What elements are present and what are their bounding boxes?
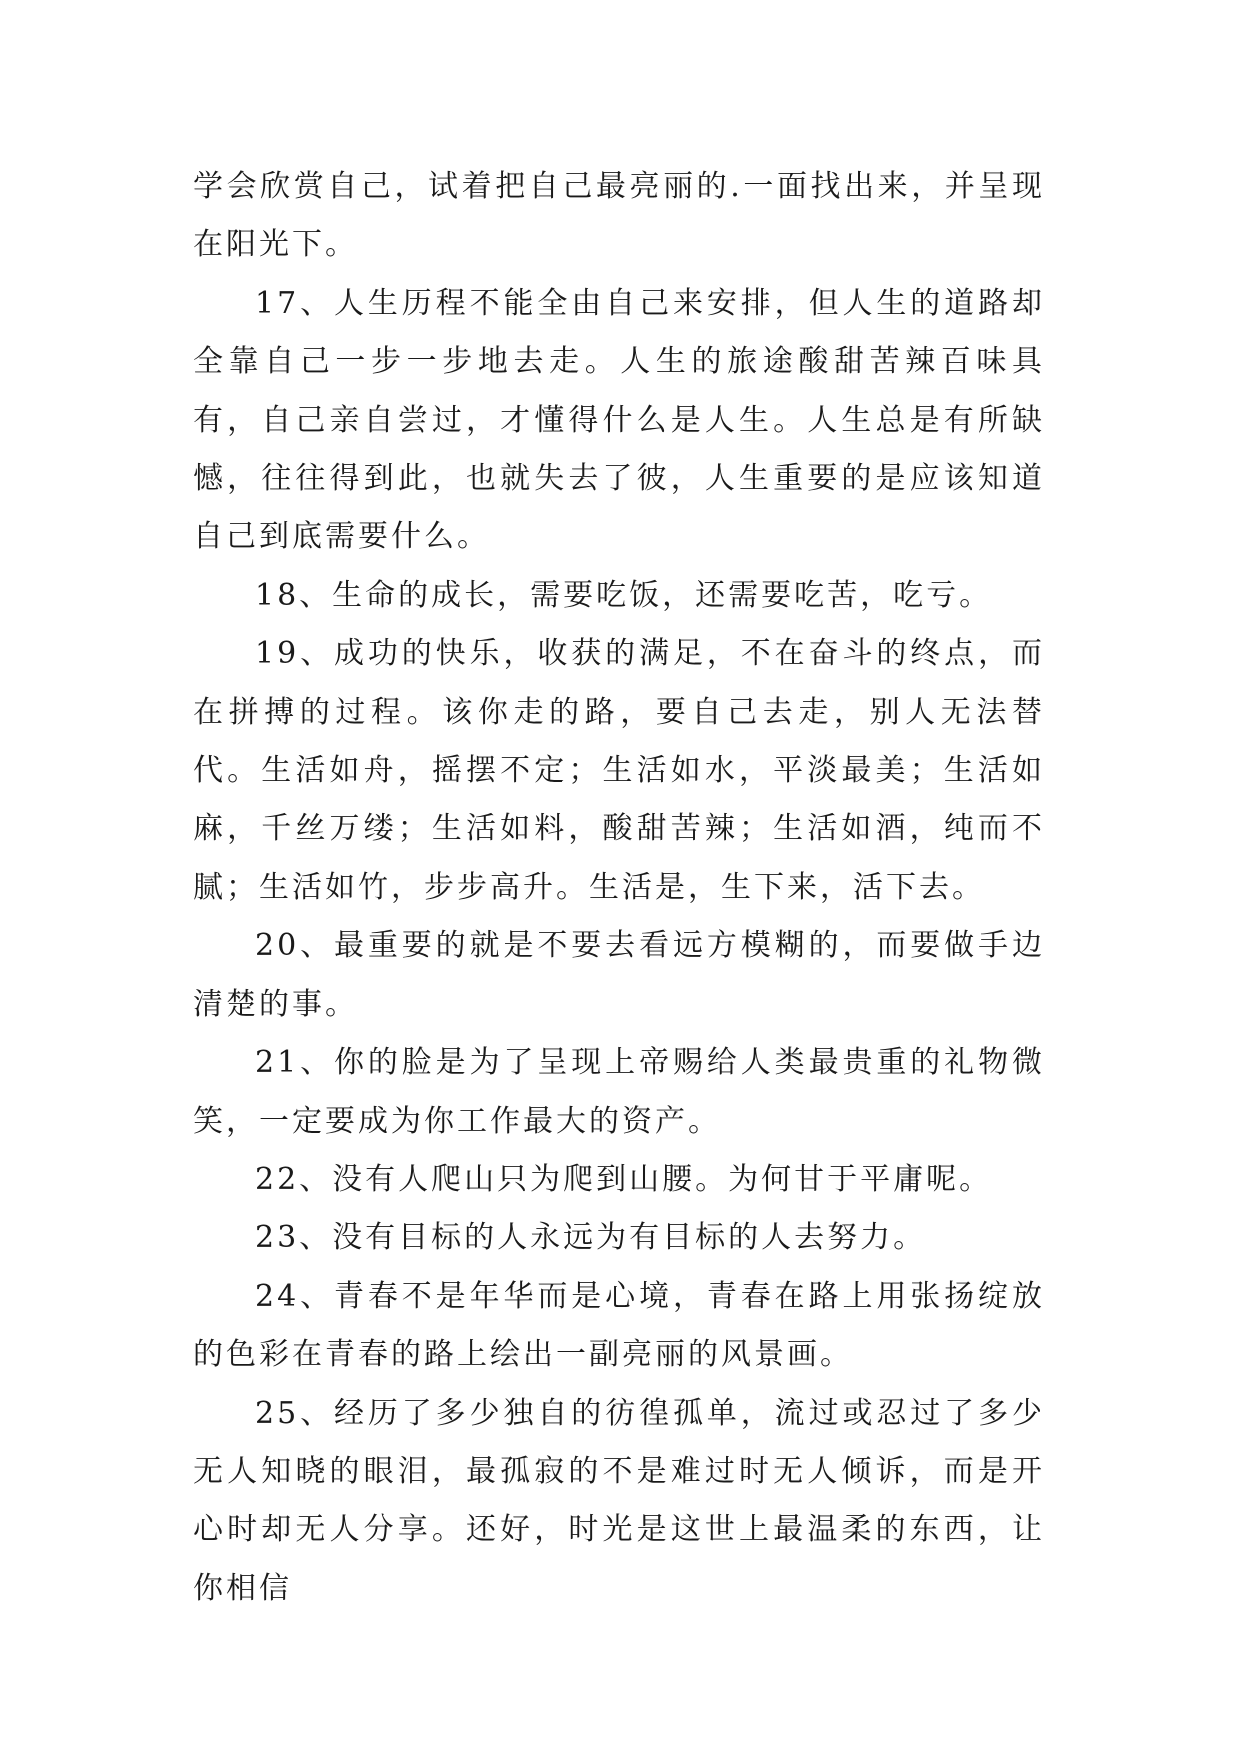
- paragraph-continuation: 学会欣赏自己，试着把自己最亮丽的.一面找出来，并呈现在阳光下。: [193, 169, 1045, 263]
- paragraph-19: 19、成功的快乐，收获的满足，不在奋斗的终点，而在拼搏的过程。该你走的路，要自己去走，别人无法替代。生活如舟，摇摆不定；生活如水，平淡最美；生活如麻，千丝万缕；生活如料，酸甜苦辣；生活如酒，纯而不腻；生活如竹，步步高升。生活是，生下来，活下去。: [193, 636, 1045, 905]
- paragraph-20: 20、最重要的就是不要去看远方模糊的，而要做手边清楚的事。: [193, 928, 1045, 1022]
- paragraph-25: 25、经历了多少独自的彷徨孤单，流过或忍过了多少无人知晓的眼泪，最孤寂的不是难过时无人倾诉，而是开心时却无人分享。还好，时光是这世上最温柔的东西，让你相信: [193, 1395, 1045, 1606]
- paragraph-18: 18、生命的成长，需要吃饭，还需要吃苦，吃亏。: [255, 577, 993, 613]
- paragraph-24: 24、青春不是年华而是心境，青春在路上用张扬绽放的色彩在青春的路上绘出一副亮丽的风景画。: [193, 1278, 1045, 1373]
- paragraph-17: 17、人生历程不能全由自己来安排，但人生的道路却全靠自己一步一步地去走。人生的旅途酸甜苦辣百味具有，自己亲自尝过，才懂得什么是人生。人生总是有所缺憾，往往得到此，也就失去了彼，人生重要的是应该知道自己到底需要什么。: [193, 285, 1045, 555]
- paragraph-21: 21、你的脸是为了呈现上帝赐给人类最贵重的礼物微笑，一定要成为你工作最大的资产。: [193, 1045, 1045, 1139]
- document-body: [193, 158, 1045, 1618]
- paragraph-22: 22、没有人爬山只为爬到山腰。为何甘于平庸呢。: [255, 1161, 993, 1197]
- paragraph-23: 23、没有目标的人永远为有目标的人去努力。: [255, 1220, 927, 1256]
